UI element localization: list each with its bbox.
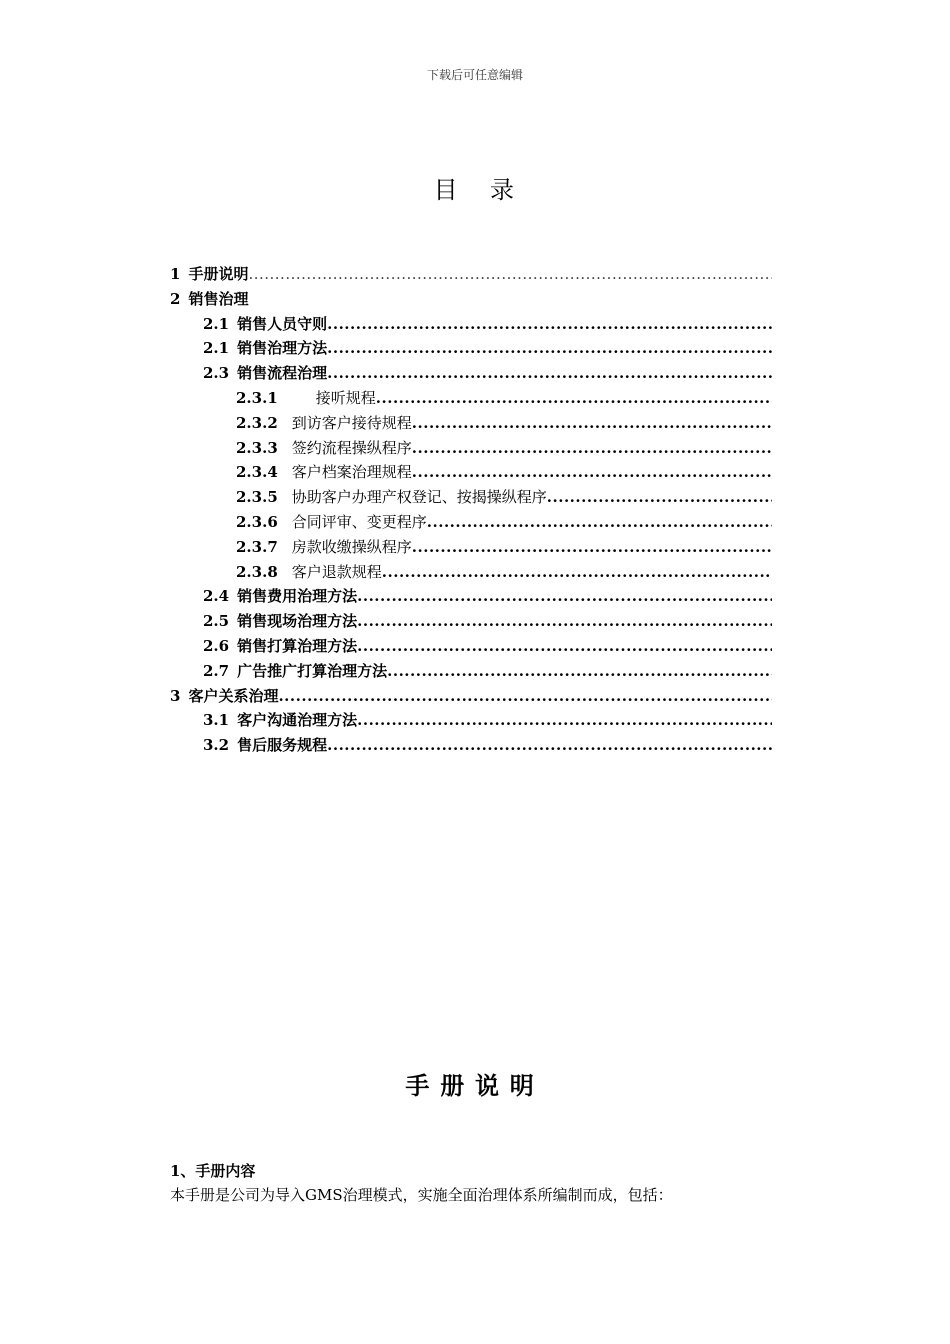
toc-leader-dots (387, 659, 772, 684)
body-paragraph: 本手册是公司为导入GMS治理模式，实施全面治理体系所编制而成，包括： (170, 1186, 673, 1204)
toc-leader-dots (357, 609, 772, 634)
toc-entry-label: 销售治理 (188, 289, 249, 308)
toc-entry-number: 2.6 (203, 636, 230, 655)
toc-entry-label: 销售治理方法 (237, 339, 328, 358)
toc-entry-number: 3 (170, 686, 181, 705)
toc-entry-number: 2 (170, 289, 181, 308)
toc-leader-dots (357, 634, 772, 659)
toc-entry-label: 销售打算治理方法 (237, 636, 358, 655)
toc-entry-label: 销售费用治理方法 (237, 587, 358, 606)
toc-leader-dots (412, 436, 772, 461)
toc-entry-label: 客户沟通治理方法 (237, 711, 358, 730)
toc-entry-label: 销售现场治理方法 (237, 612, 358, 631)
toc-entry-number: 2.3.2 (236, 413, 278, 432)
toc-entry[interactable] (170, 634, 772, 659)
toc-leader-dots (327, 336, 772, 361)
toc-entry-label: 客户关系治理 (188, 686, 279, 705)
toc-entry[interactable] (170, 336, 772, 361)
toc-entry[interactable] (170, 609, 772, 634)
toc-entry-label: 手册说明 (188, 265, 249, 283)
toc-entry[interactable] (170, 485, 772, 510)
toc-entry-label: 接听规程 (315, 388, 376, 407)
toc-title (0, 170, 950, 205)
toc-entry-number: 2.1 (203, 339, 230, 358)
toc-entry-label: 协助客户办理产权登记、按揭操纵程序 (291, 488, 547, 507)
toc-entry-number: 2.1 (203, 314, 230, 333)
toc-leader-dots (327, 733, 772, 758)
toc-entry-number: 2.3 (203, 364, 230, 383)
toc-entry[interactable] (170, 460, 772, 485)
toc-entry[interactable] (170, 535, 772, 560)
toc-entry-number: 2.3.6 (236, 512, 278, 531)
toc-leader-dots (327, 312, 772, 337)
toc-entry[interactable] (170, 733, 772, 758)
toc-entry-label: 合同评审、变更程序 (291, 512, 427, 531)
toc-entry-number: 2.3.3 (236, 438, 278, 457)
toc-entry-label: 销售流程治理 (237, 364, 328, 383)
toc-entry-label: 售后服务规程 (237, 736, 328, 755)
toc-entry[interactable] (170, 361, 772, 386)
toc-entry-number: 2.5 (203, 612, 230, 631)
toc-entry-label: 房款收缴操纵程序 (291, 537, 412, 556)
toc-title-part2: 录 (490, 176, 517, 204)
toc-leader-dots (427, 510, 772, 535)
toc-entry-number: 3.1 (203, 711, 230, 730)
toc-entry[interactable] (170, 262, 772, 287)
toc-entry-number: 2.3.4 (236, 463, 278, 482)
section-title: 手册说明 (405, 1071, 545, 1100)
toc-title-part1: 目 (433, 176, 460, 204)
toc-entry-number: 2.3.8 (236, 562, 278, 581)
table-of-contents (170, 262, 772, 758)
toc-entry[interactable] (170, 436, 772, 461)
toc-entry-label: 销售人员守则 (237, 314, 328, 333)
toc-entry-label: 客户档案治理规程 (291, 463, 412, 482)
toc-entry[interactable] (170, 386, 772, 411)
toc-leader-dots (412, 535, 772, 560)
toc-entry[interactable] (170, 312, 772, 337)
toc-entry-number: 2.4 (203, 587, 230, 606)
toc-entry-number: 2.3.1 (236, 388, 278, 407)
toc-entry-number: 3.2 (203, 736, 230, 755)
section-subheading: 1、手册内容 (170, 1162, 256, 1180)
toc-entry[interactable] (170, 659, 772, 684)
toc-entry[interactable] (170, 560, 772, 585)
toc-entry-number: 1 (170, 265, 181, 283)
toc-entry-number: 2.3.5 (236, 488, 278, 507)
toc-entry[interactable] (170, 584, 772, 609)
toc-entry-label: 到访客户接待规程 (291, 413, 412, 432)
toc-entry-label: 广告推广打算治理方法 (237, 661, 388, 680)
toc-entry[interactable] (170, 510, 772, 535)
toc-leader-dots (382, 560, 772, 585)
toc-entry-number: 2.3.7 (236, 537, 278, 556)
toc-leader-dots (327, 361, 772, 386)
toc-entry-label: 签约流程操纵程序 (291, 438, 412, 457)
toc-leader-dots (248, 262, 772, 287)
toc-leader-dots (412, 460, 772, 485)
toc-entry[interactable] (170, 411, 772, 436)
toc-leader-dots (357, 584, 772, 609)
toc-entry[interactable] (170, 684, 772, 709)
toc-leader-dots (547, 485, 772, 510)
toc-leader-dots (278, 684, 772, 709)
page-header: 下载后可任意编辑 (426, 68, 523, 82)
toc-entry[interactable] (170, 708, 772, 733)
toc-entry-number: 2.7 (203, 661, 230, 680)
toc-leader-dots (412, 411, 772, 436)
toc-leader-dots (357, 708, 772, 733)
toc-entry[interactable] (170, 287, 772, 312)
toc-entry-label: 客户退款规程 (291, 562, 382, 581)
toc-leader-dots (376, 386, 772, 411)
